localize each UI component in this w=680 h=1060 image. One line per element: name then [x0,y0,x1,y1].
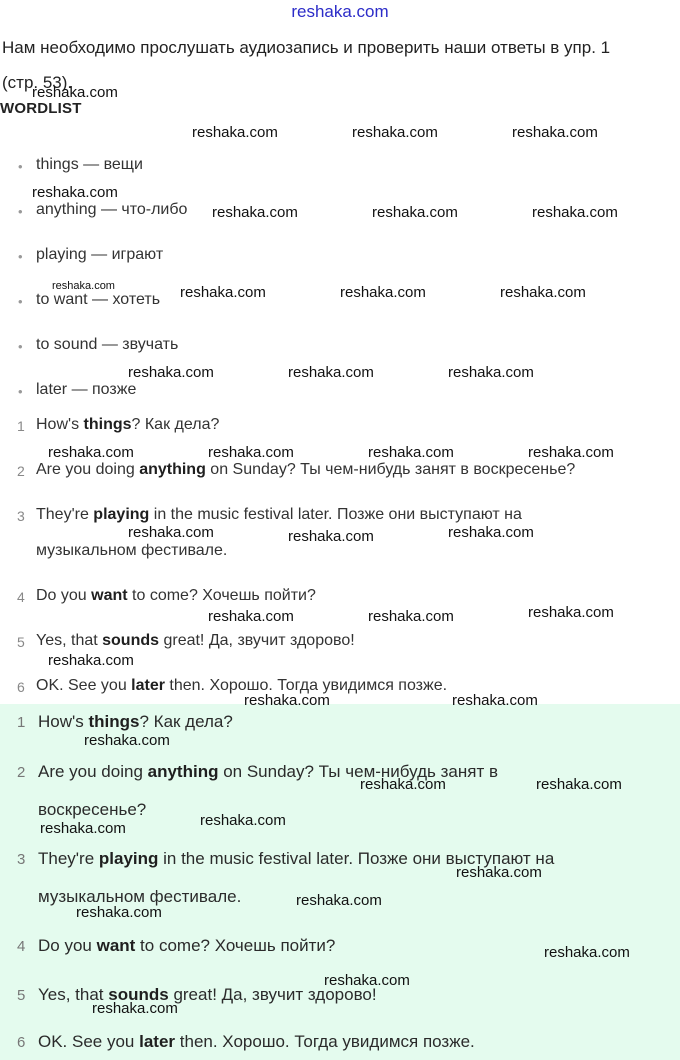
dialogue-line: Are you doing anything on Sunday? Ты чем-нибудь занят в воскресенье? [36,461,576,478]
line-number: 5 [17,634,25,650]
watermark: reshaka.com [48,652,134,669]
dialogue-line: Yes, that sounds great! Да, звучит здорово! [36,632,355,649]
bullet-icon: • [18,204,23,219]
watermark: reshaka.com [288,364,374,381]
line-number: 6 [17,1034,26,1051]
watermark: reshaka.com [128,524,214,541]
line-number: 1 [17,418,25,434]
watermark: reshaka.com [448,364,534,381]
wordlist-item: things — вещи [36,156,143,173]
line-number: 2 [17,463,25,479]
watermark: reshaka.com [368,608,454,625]
watermark: reshaka.com [352,124,438,141]
watermark: reshaka.com [500,284,586,301]
watermark: reshaka.com [448,524,534,541]
watermark: reshaka.com [296,892,382,909]
watermark: reshaka.com [368,444,454,461]
dialogue-line-continuation: музыкальном фестивале. [36,542,228,559]
watermark: reshaka.com [52,280,115,292]
watermark: reshaka.com [360,776,446,793]
line-number: 4 [17,589,25,605]
watermark: reshaka.com [536,776,622,793]
wordlist-item: to sound — звучать [36,336,179,353]
line-number: 2 [17,764,26,781]
watermark: reshaka.com [456,864,542,881]
watermark: reshaka.com [288,528,374,545]
watermark: reshaka.com [76,904,162,921]
watermark: reshaka.com [212,204,298,221]
dialogue-line: OK. See you later then. Хорошо. Тогда увидимся позже. [36,677,448,694]
watermark: reshaka.com [208,608,294,625]
dialogue-line: How's things? Как дела? [36,416,220,433]
answer-line: Do you want to come? Хочешь пойти? [38,936,336,955]
answer-line: OK. See you later then. Хорошо. Тогда увидимся позже. [38,1032,475,1051]
watermark: reshaka.com [200,812,286,829]
bullet-icon: • [18,384,23,399]
bullet-icon: • [18,339,23,354]
watermark: reshaka.com [192,124,278,141]
watermark: reshaka.com [512,124,598,141]
answer-line-continuation: воскресенье? [38,800,147,819]
bullet-icon: • [18,294,23,309]
watermark: reshaka.com [372,204,458,221]
site-header-link[interactable]: reshaka.com [291,2,389,21]
answer-line-continuation: музыкальном фестивале. [38,887,242,906]
bullet-icon: • [18,249,23,264]
bullet-icon: • [18,159,23,174]
watermark: reshaka.com [180,284,266,301]
wordlist-title: WORDLIST [0,100,82,117]
watermark: reshaka.com [452,692,538,709]
answer-line: Are you doing anything on Sunday? Ты чем-нибудь занят в [38,762,498,781]
watermark: reshaka.com [208,444,294,461]
wordlist-item: anything — что-либо [36,201,188,218]
line-number: 1 [17,714,26,731]
answer-line: They're playing in the music festival later. Позже они выступают на [38,849,555,868]
watermark: reshaka.com [528,444,614,461]
watermark: reshaka.com [32,84,118,101]
answer-line: How's things? Как дела? [38,712,233,731]
line-number: 6 [17,679,25,695]
line-number: 5 [17,987,26,1004]
watermark: reshaka.com [32,184,118,201]
watermark: reshaka.com [84,732,170,749]
watermark: reshaka.com [48,444,134,461]
watermark: reshaka.com [528,604,614,621]
watermark: reshaka.com [92,1000,178,1017]
intro-line-2: (стр. 53). [2,73,73,92]
watermark: reshaka.com [244,692,330,709]
dialogue-line: Do you want to come? Хочешь пойти? [36,587,316,604]
watermark: reshaka.com [128,364,214,381]
line-number: 4 [17,938,26,955]
watermark: reshaka.com [324,972,410,989]
dialogue-line: They're playing in the music festival later. Позже они выступают на [36,506,522,523]
watermark: reshaka.com [340,284,426,301]
watermark: reshaka.com [40,820,126,837]
intro-line-1: Нам необходимо прослушать аудиозапись и проверить наши ответы в упр. 1 [2,38,611,57]
wordlist-item: to want — хотеть [36,291,161,308]
line-number: 3 [17,851,26,868]
watermark: reshaka.com [532,204,618,221]
wordlist-item: later — позже [36,381,137,398]
line-number: 3 [17,508,25,524]
wordlist-item: playing — играют [36,246,164,263]
watermark: reshaka.com [544,944,630,961]
answer-line: Yes, that sounds great! Да, звучит здорово! [38,985,377,1004]
